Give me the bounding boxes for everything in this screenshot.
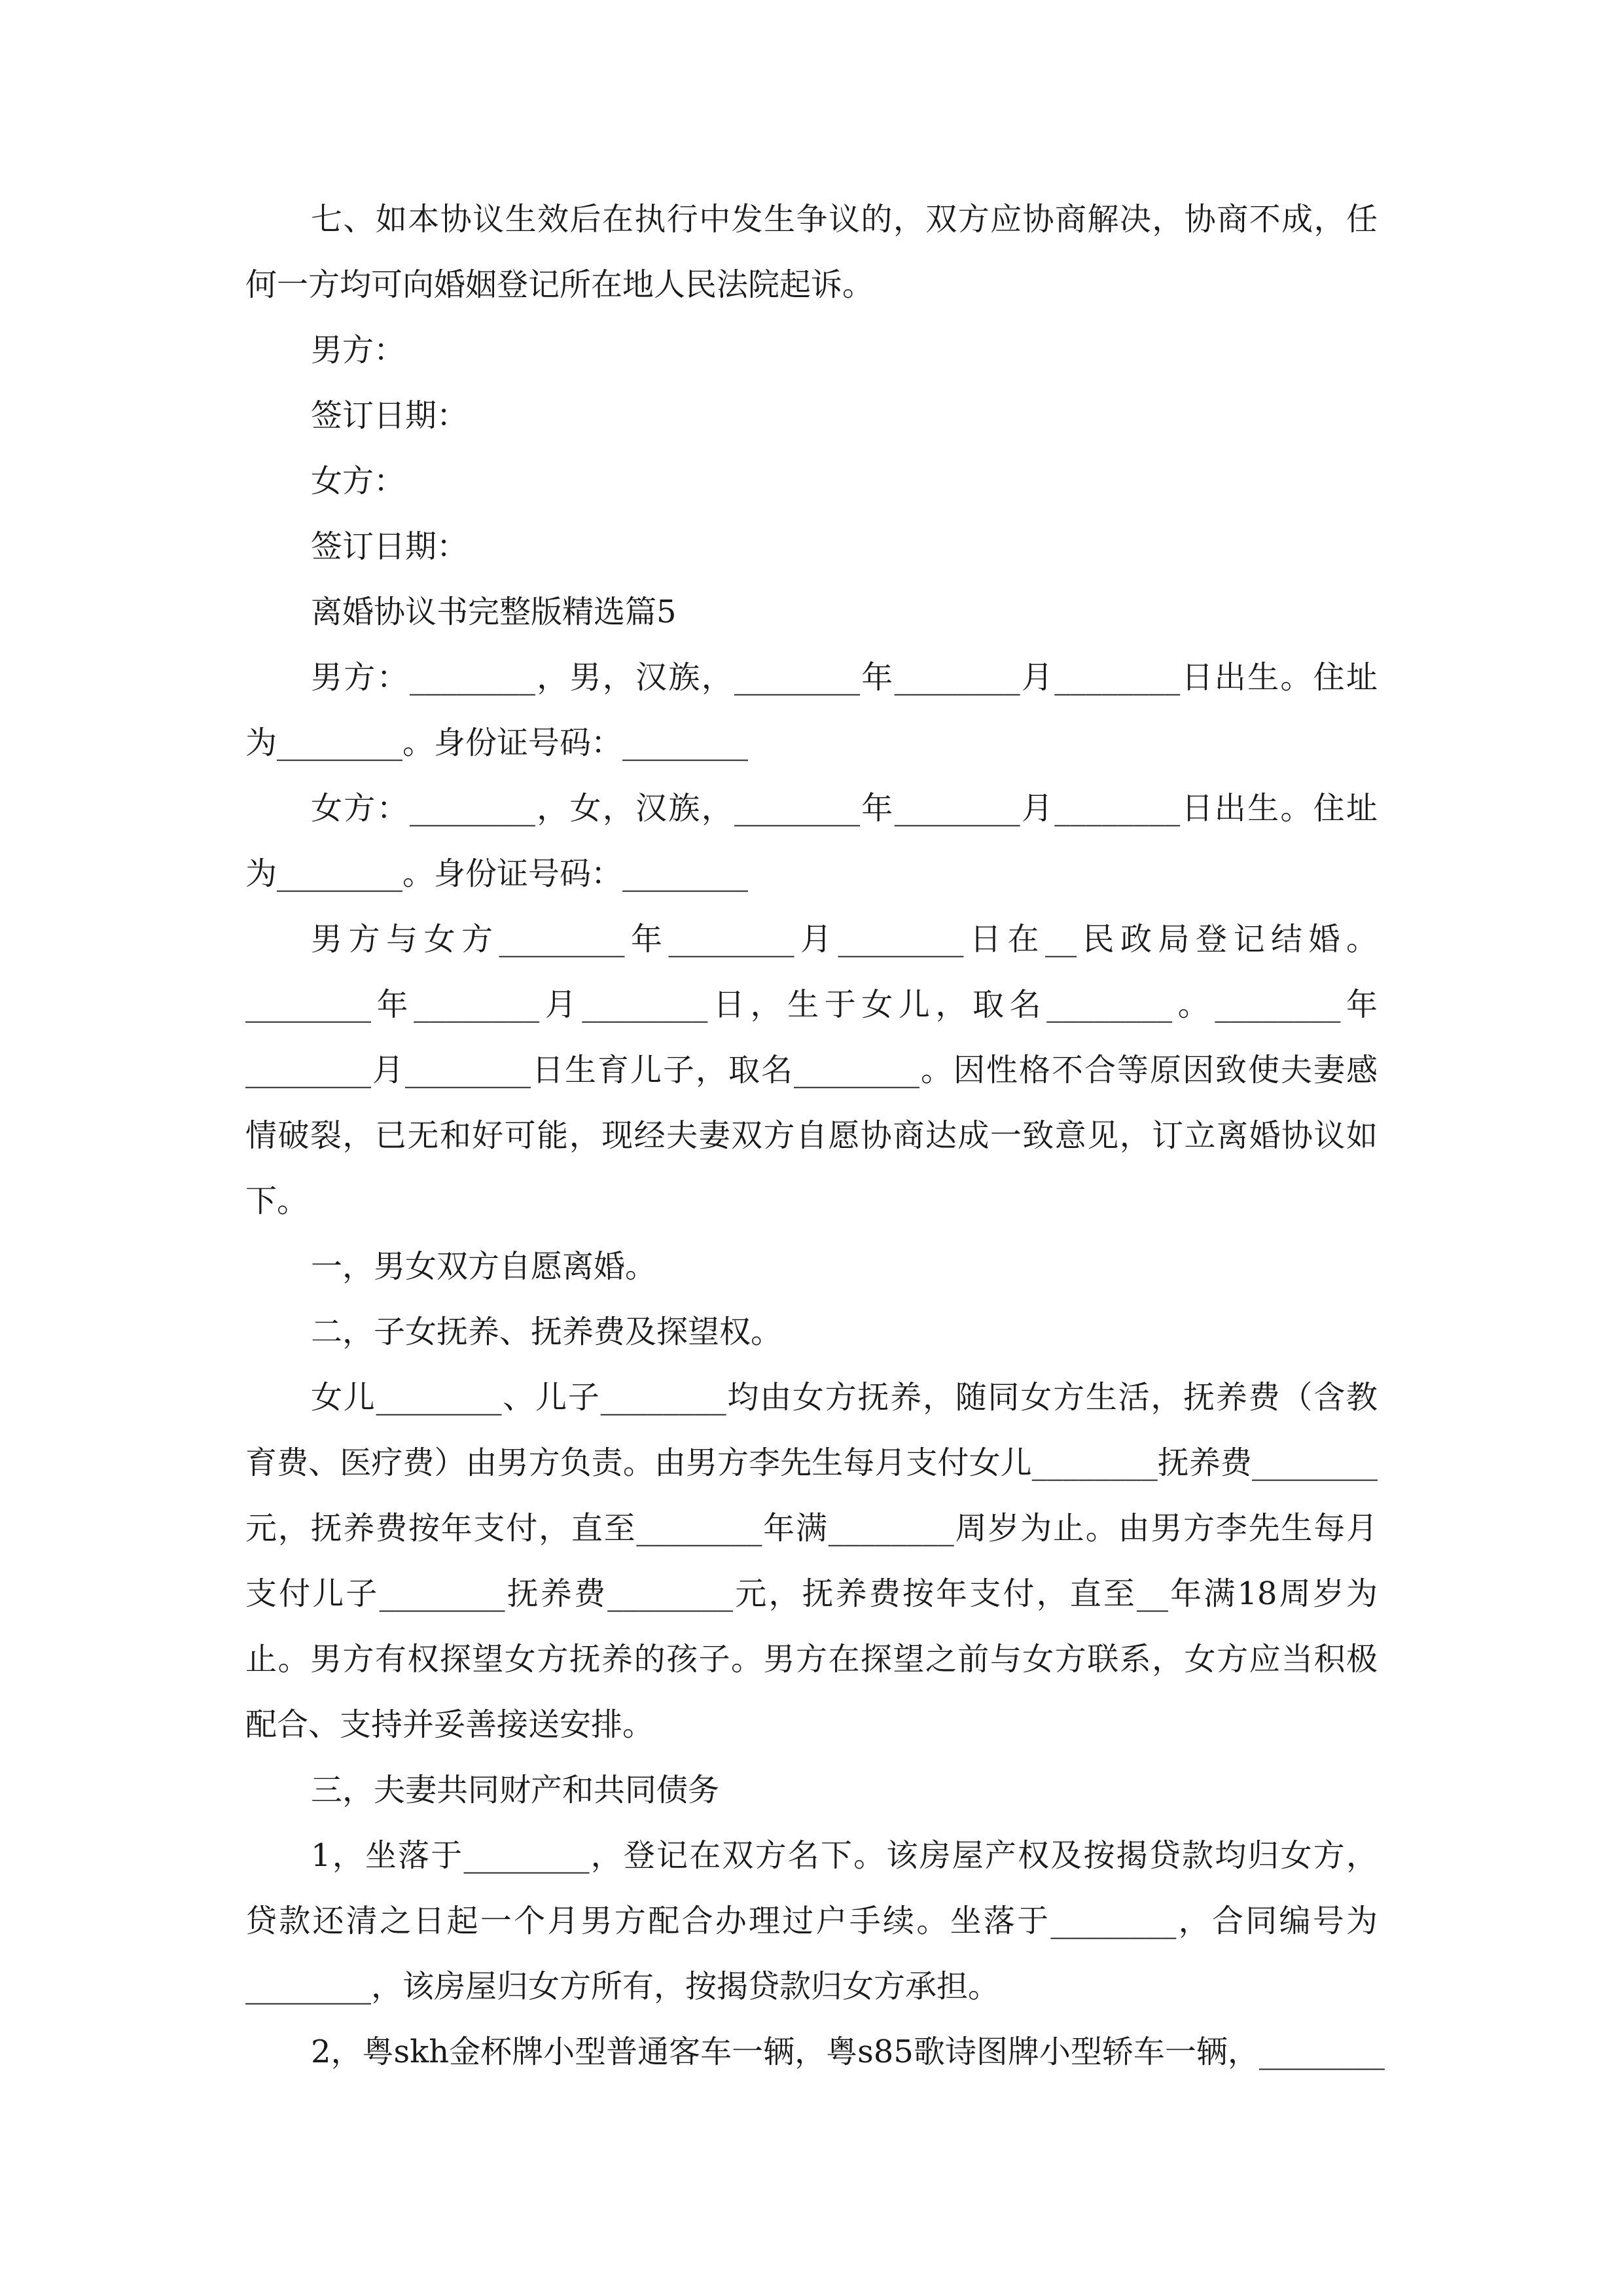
property-1-line-1: 1，坐落于________，登记在双方名下。该房屋产权及按揭贷款均归女方， [311, 1837, 1378, 1874]
custody-line-2: 育费、医疗费）由男方负责。由男方李先生每月支付女儿________抚养费________ [245, 1444, 1378, 1481]
marriage-line-5: 下。 [245, 1183, 309, 1219]
custody-line-6: 配合、支持并妥善接送安排。 [245, 1706, 654, 1743]
wife-info-line-2: 为________。身份证号码：________ [245, 855, 749, 892]
marriage-line-4: 情破裂，已无和好可能，现经夫妻双方自愿协商达成一致意见，订立离婚协议如 [245, 1117, 1378, 1154]
article-3-heading: 三，夫妻共同财产和共同债务 [311, 1772, 720, 1808]
marriage-line-1: 男方与女方________年________月________日在__民政局登记结婚。 [311, 921, 1378, 958]
wife-signature-label: 女方： [311, 463, 406, 499]
clause-7-line-2: 何一方均可向婚姻登记所在地人民法院起诉。 [245, 266, 874, 303]
property-1-line-3: ________，该房屋归女方所有，按揭贷款归女方承担。 [245, 1968, 1000, 2005]
marriage-line-3: ________月________日生育儿子，取名________。因性格不合等原因致使夫妻感 [245, 1052, 1378, 1088]
clause-7-line-1: 七、如本协议生效后在执行中发生争议的，双方应协商解决，协商不成，任 [311, 201, 1378, 238]
husband-info-line-1: 男方：________，男，汉族，________年________月________日出生。住址 [311, 659, 1378, 696]
article-1: 一，男女双方自愿离婚。 [311, 1248, 657, 1285]
wife-info-line-1: 女方：________，女，汉族，________年________月________日出生。住址 [311, 790, 1378, 827]
article-2-heading: 二，子女抚养、抚养费及探望权。 [311, 1314, 783, 1350]
section-title: 离婚协议书完整版精选篇5 [311, 594, 677, 630]
husband-signature-label: 男方： [311, 332, 406, 368]
custody-line-1: 女儿________、儿子________均由女方抚养，随同女方生活，抚养费（含教 [311, 1379, 1378, 1416]
wife-sign-date-label: 签订日期： [311, 528, 469, 565]
husband-info-line-2: 为________。身份证号码：________ [245, 725, 749, 761]
property-1-line-2: 贷款还清之日起一个月男方配合办理过户手续。坐落于________，合同编号为 [245, 1903, 1378, 1939]
husband-sign-date-label: 签订日期： [311, 397, 469, 434]
property-2-line-1: 2，粤skh金杯牌小型普通客车一辆，粤s85歌诗图牌小型轿车一辆，________ [311, 2034, 1385, 2070]
custody-line-3: 元，抚养费按年支付，直至________年满________周岁为止。由男方李先生每月 [245, 1510, 1378, 1547]
marriage-line-2: ________年________月________日，生于女儿，取名________。________年 [245, 986, 1378, 1023]
custody-line-4: 支付儿子________抚养费________元，抚养费按年支付，直至__年满18周岁为 [245, 1575, 1378, 1612]
custody-line-5: 止。男方有权探望女方抚养的孩子。男方在探望之前与女方联系，女方应当积极 [245, 1641, 1378, 1677]
